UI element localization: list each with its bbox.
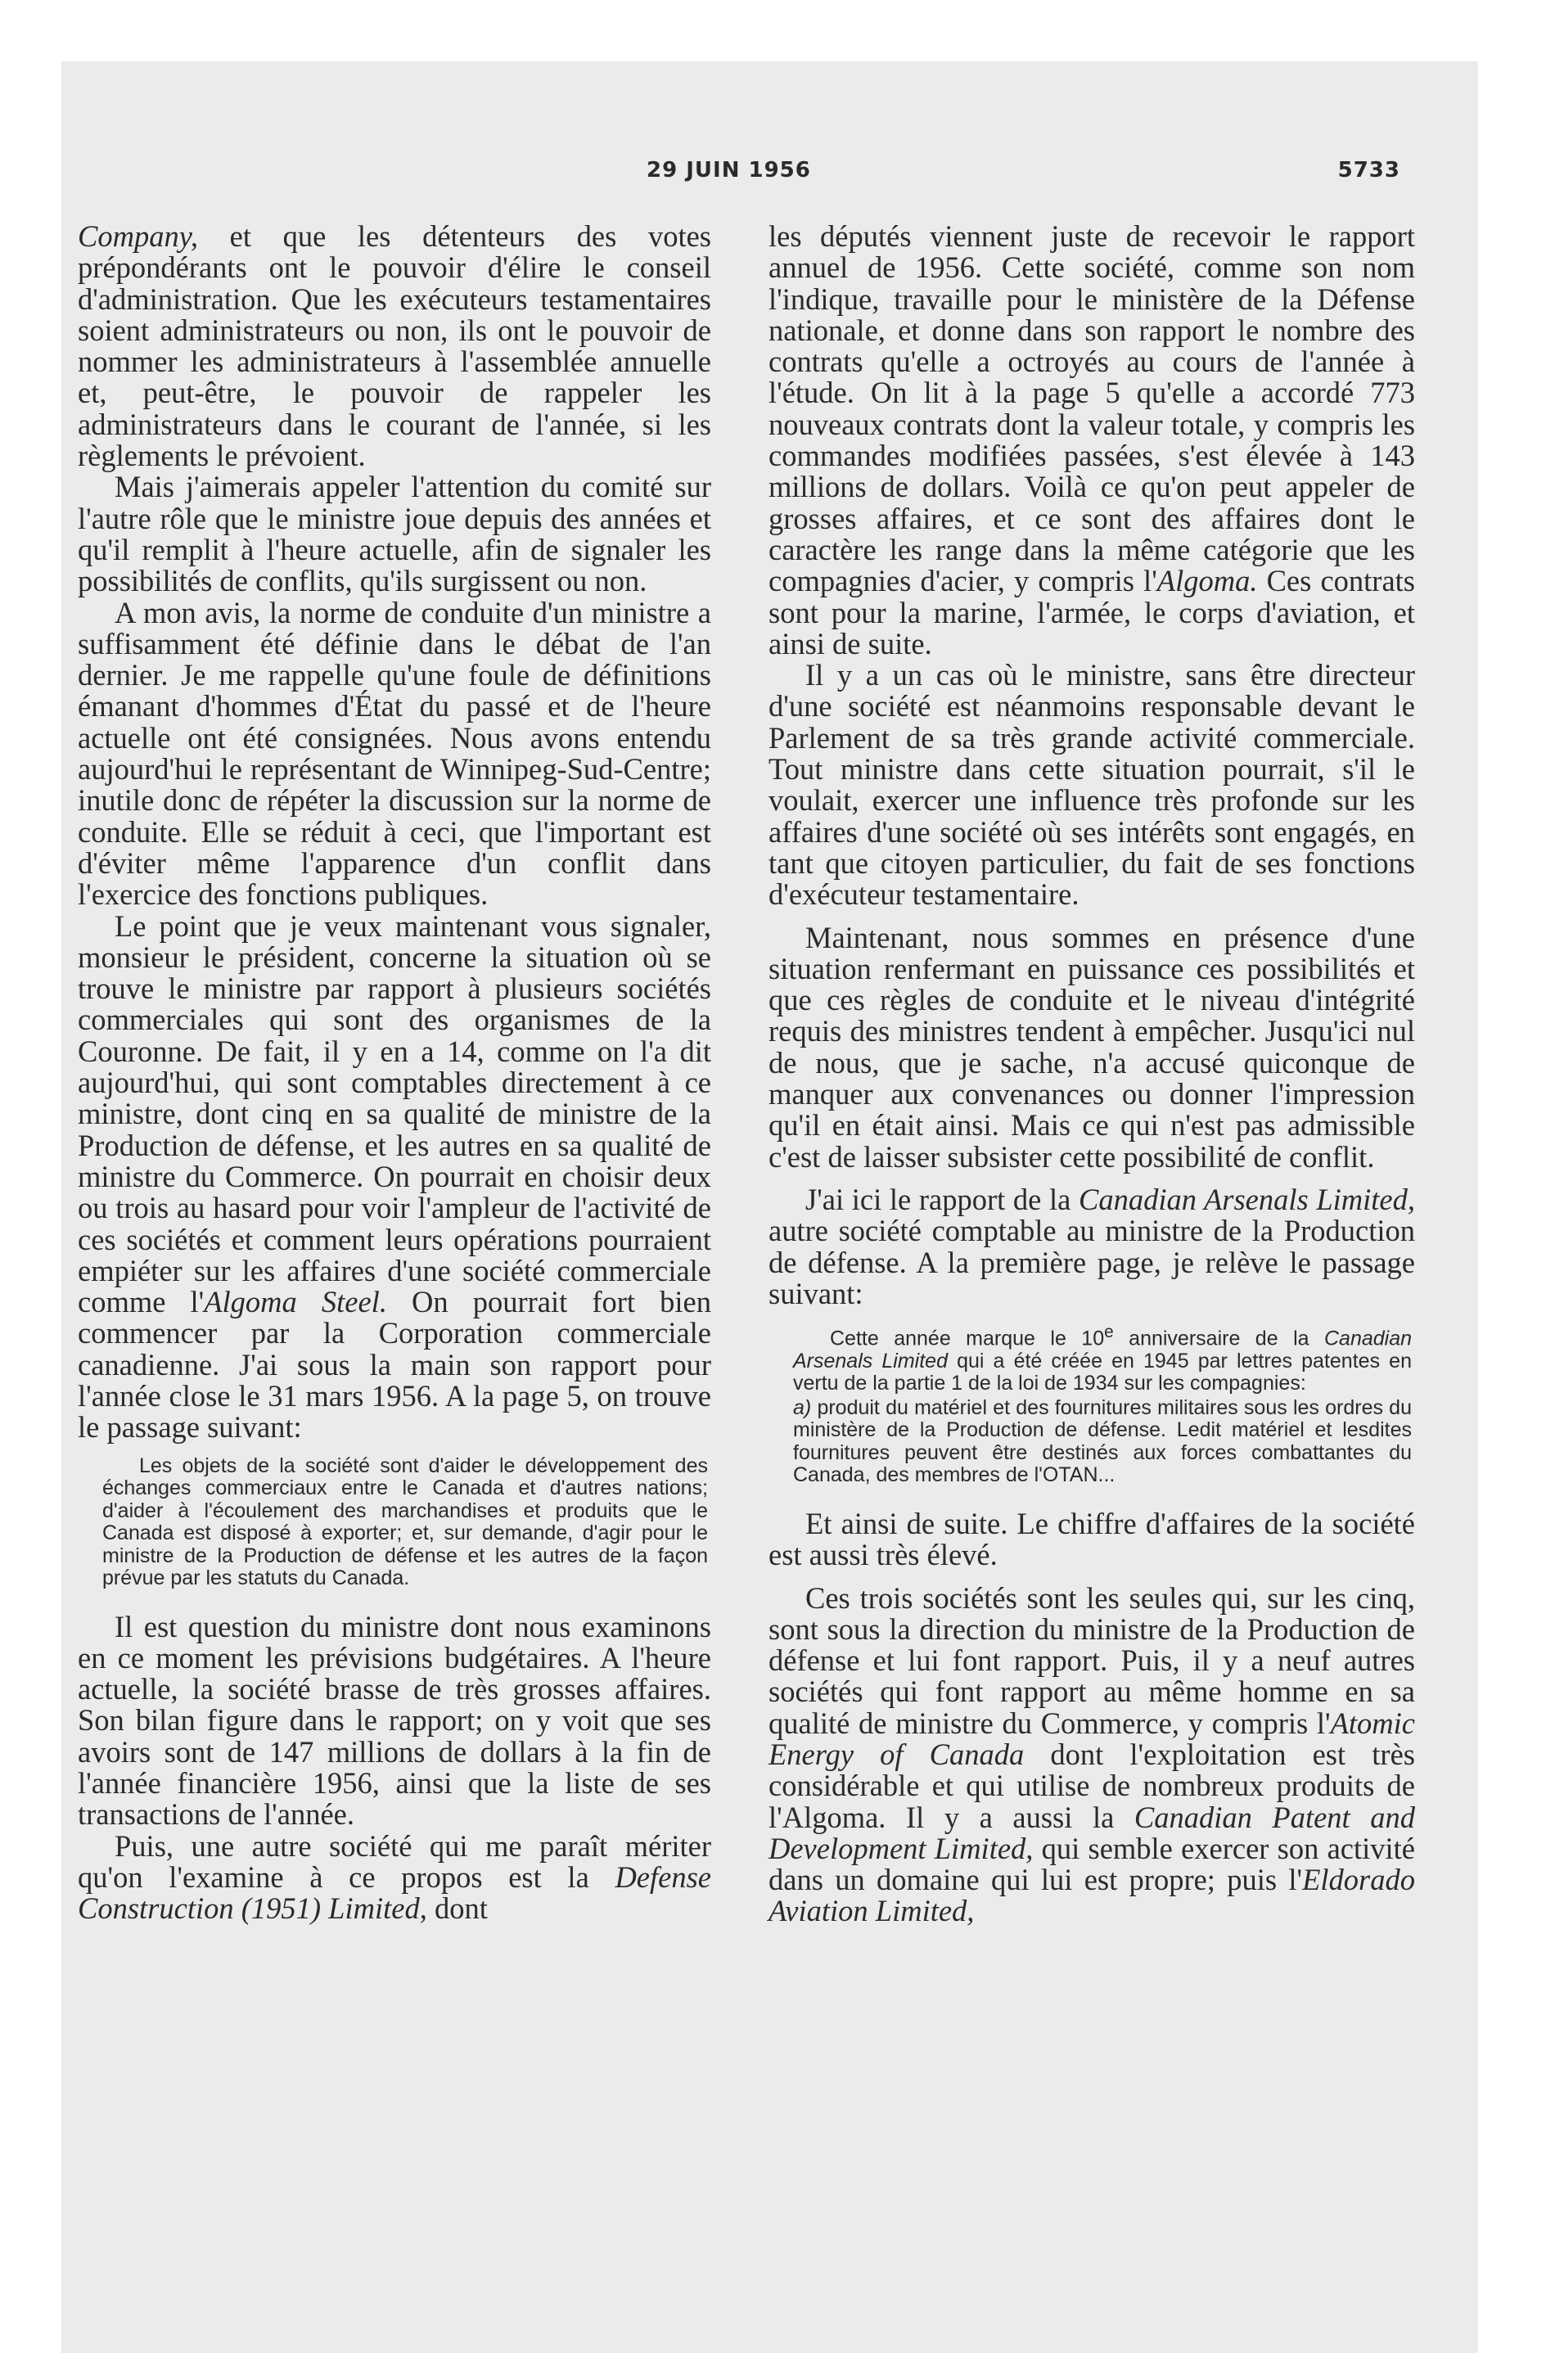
italic-text: Defense Construction (1951) Limited, <box>78 1859 711 1926</box>
page-header <box>61 158 1478 199</box>
paragraph <box>768 1580 1416 1928</box>
paragraph: Et ainsi de suite. Le chiffre d'affaires de la société est aussi très élevé. <box>768 1506 1415 1572</box>
paragraph <box>78 221 711 471</box>
text: anniversaire de la <box>1113 1327 1324 1350</box>
text: les députés viennent juste de recevoir le rapport annuel de 1956. Cette société, comme son nom l'indique, travaille pour le ministère de la Défense nationale, et donne dans son rapport le nombre des contrats qu'elle a octroyés au cours de l'année à l'étude. On lit à la page 5 qu'elle a accordé 773 nouveaux contrats dont la valeur totale, y compris les commandes modifiées passées, s'est élevée à 143 millions de dollars. Voilà ce qu'on peut appeler de grosses affaires, et ce sont des affaires dont le caractère les range dans la même catégorie que les compagnies d'acier, y compris l' <box>768 219 1415 598</box>
text: On pourrait fort bien commencer par la Corporation commerciale canadienne. J'ai sous la main son rapport pour l'année close le 31 mars 1956. A la page 5, on trouve le passage suivant: <box>78 1285 711 1445</box>
block-quote <box>768 1321 1415 1395</box>
paragraph: Il est question du ministre dont nous examinons en ce moment les prévisions budgétaires. A l'heure actuelle, la société brasse de très grosses affaires. Son bilan figure dans le rapport; on y voit que ses avoirs sont de 147 millions de dollars à la fin de l'année financière 1956, ainsi que la liste de ses transactions de l'année. <box>78 1609 711 1832</box>
page-number: 5733 <box>1337 158 1400 183</box>
paragraph: Maintenant, nous sommes en présence d'une situation renfermant en puissance ces possibilités et que ces règles de conduite et le niveau d'intégrité requis des ministres tendent à empêcher. Jusqu'ici nul de nous, que je sache, n'a accusé quiconque de manquer aux convenances ou donner l'impression qu'il en était ainsi. Mais ce qui n'est pas admissible c'est de laisser subsister cette possibilité de conflit. <box>768 920 1415 1174</box>
text: J'ai ici le rapport de la <box>805 1182 1079 1216</box>
paragraph <box>768 1184 1415 1309</box>
text: Cette année marque le 10 <box>830 1327 1105 1350</box>
paragraph: Il y a un cas où le ministre, sans être directeur d'une société est néanmoins responsable devant le Parlement de sa très grande activité commerciale. Tout ministre dans cette situation pourrait, s'il le voulait, exercer une influence très profonde sur les affaires d'une société où ses intérêts sont engagés, en tant que citoyen particulier, du fait de ses fonctions d'exécuteur testamentaire. <box>768 658 1415 912</box>
text: dont l'exploitation est très considérable et qui utilise de nombreux produits de l'Algoma. Il y a aussi la <box>768 1738 1415 1834</box>
page-sheet <box>61 61 1478 2353</box>
block-quote: Les objets de la société sont d'aider le développement des échanges commerciaux entre le Canada et d'autres nations; d'aider à l'écoulement des marchandises et produits que le Canada est disposé à exporter; et, sur demande, d'agir pour le ministre de la Production de défense et les autres de la façon prévue par les statuts du Canada. <box>102 1454 708 1590</box>
text: Ces contrats sont pour la marine, l'armée, le corps d'aviation, et ainsi de suite. <box>768 564 1415 660</box>
item-label: a) <box>793 1395 812 1419</box>
italic-text: Atomic Energy of Canada <box>768 1706 1415 1771</box>
text: Le point que je veux maintenant vous signaler, monsieur le président, concerne la situation où se trouve le ministre par rapport à plusieurs sociétés commerciales qui sont des organismes de la Couronne. De fait, il y en a 14, comme on l'a dit aujourd'hui, qui sont comptables directement à ce ministre, dont cinq en sa qualité de ministre de la Production de défense, et les autres en sa qualité de ministre du Commerce. On pourrait en choisir deux ou trois au hasard pour voir l'ampleur de l'activité de ces sociétés et comment leurs opérations pourraient empiéter sur les affaires d'une société commerciale comme l' <box>78 908 711 1319</box>
italic-text: Canadian Arsenals Limited <box>793 1327 1413 1373</box>
italic-text: Canadian Arsenals Limited, <box>1078 1182 1415 1216</box>
text: qui a été créée en 1945 par lettres patentes en vertu de la partie 1 de la loi de 1934 sur les compagnies: <box>793 1349 1412 1395</box>
paragraph: A mon avis, la norme de conduite d'un ministre a suffisamment été définie dans le débat de l'an dernier. Je me rappelle qu'une foule de définitions émanant d'hommes d'État du passé et de l'heure actuelle ont été consignées. Nous avons entendu aujourd'hui le représentant de Winnipeg-Sud-Centre; inutile donc de répéter la discussion sur la norme de conduite. Elle se réduit à ceci, que l'important est d'éviter même l'apparence d'un conflit dans l'exercice des fonctions publiques. <box>78 595 711 912</box>
block-quote-item <box>768 1397 1415 1487</box>
text: produit du matériel et des fournitures militaires sous les ordres du ministère de la Production de défense. Ledit matériel et lesdites fournitures peuvent être destinés aux forces combattantes du Canada, des membres de l'OTAN... <box>793 1395 1412 1487</box>
italic-text: Company, <box>78 219 199 253</box>
text: Ces trois sociétés sont les seules qui, sur les cinq, sont sous la direction du ministre de la Production de défense et lui font rapport. Puis, il y a neuf autres sociétés qui font rapport au même homme en sa qualité de ministre du Commerce, y compris l' <box>768 1580 1415 1740</box>
italic-text: Algoma. <box>1156 564 1258 598</box>
header-date: 29 JUIN 1956 <box>647 158 811 183</box>
paragraph <box>78 1828 711 1926</box>
paragraph: Mais j'aimerais appeler l'attention du comité sur l'autre rôle que le ministre joue depuis des années et qu'il remplit à l'heure actuelle, afin de signaler les possibilités de conflits, qu'ils surgissent ou non. <box>78 470 711 598</box>
italic-text: Canadian Patent and Development Limited, <box>768 1800 1416 1865</box>
text: qui semble exercer son activité dans un domaine qui lui est propre; puis l' <box>768 1831 1415 1897</box>
text: Puis, une autre société qui me paraît mériter qu'on l'examine à ce propos est la <box>78 1828 711 1894</box>
text: et que les détenteurs des votes prépondérants ont le pouvoir d'élire le conseil d'administration. Que les exécuteurs testamentaires soient administrateurs ou non, ils ont le pouvoir de nommer les administrateurs à l'assemblée annuelle et, peut-être, le pouvoir de rappeler les administrateurs dans le courant de l'année, si les règlements le prévoient. <box>78 219 711 473</box>
superscript: e <box>1104 1323 1114 1342</box>
text: dont <box>426 1891 488 1926</box>
paragraph <box>768 221 1415 660</box>
italic-text: Algoma Steel. <box>204 1285 387 1319</box>
italic-text: Eldorado Aviation Limited, <box>768 1863 1415 1928</box>
left-column <box>78 221 711 1925</box>
paragraph <box>78 908 711 1445</box>
right-column <box>768 221 1415 1927</box>
text: autre société comptable au ministre de la Production de défense. A la première page, je relève le passage suivant: <box>768 1214 1415 1310</box>
